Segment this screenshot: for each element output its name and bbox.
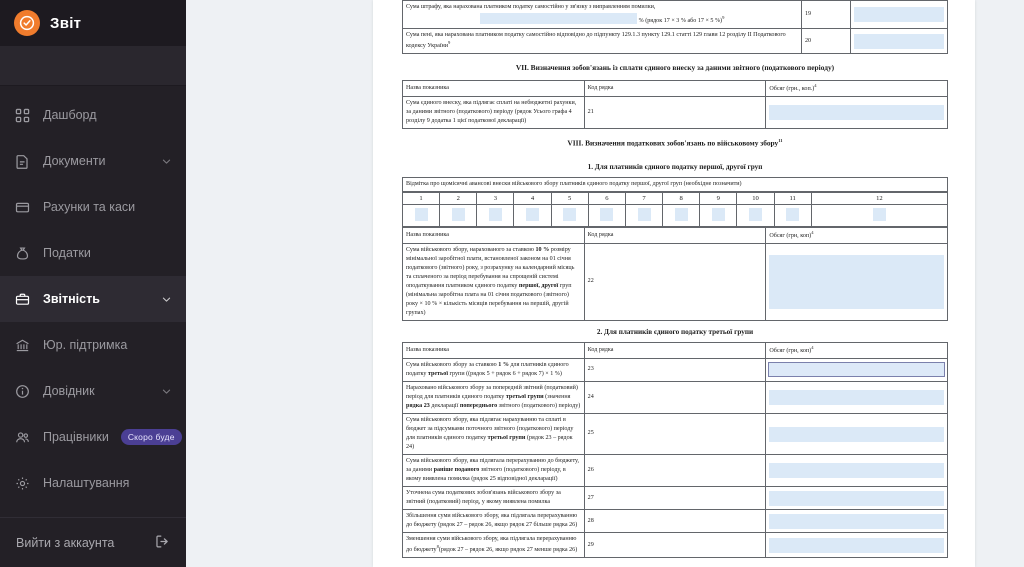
briefcase-icon [14,291,31,308]
row-19-amount-cell[interactable] [851,1,948,29]
row-21-amount-cell[interactable] [766,97,948,129]
row-22-amount-cell[interactable] [766,243,948,320]
header-indicator-name: Назва показника [403,342,585,358]
month-number: 12 [811,192,947,204]
row-23-amount-input[interactable] [768,362,945,377]
row-19-footnote-mark: 9 [722,14,725,20]
month-checkbox-cell[interactable] [551,204,588,226]
month-checkbox-cell[interactable] [700,204,737,226]
row-26-amount-cell[interactable] [766,455,948,487]
sidebar-item-label: Довідник [43,384,95,398]
sidebar-item-label: Налаштування [43,476,130,490]
month-checkbox-cell[interactable] [588,204,625,226]
row-22-name: Сума військового збору, нарахованого за ставкою 10 % розміру мінімальної заробітної плати, встановленої законом на 01 січня податкового (звітного) року, з розрахунку на календарний місяць та сплаченого за період перебування на спрощеній системі оподаткування платником єдиного податку першої, другої груп (мінімальна заробітна плата на 01 січня податкового (звітного) року × 10 % × кількість місяців перебування на першій, другій групах) [403,243,585,320]
row-28-code: 28 [584,510,766,533]
row-27-amount-cell[interactable] [766,487,948,510]
month-checkbox-cell[interactable] [440,204,477,226]
sidebar-item-label: Працівники [43,430,109,444]
month-checkbox-cell[interactable] [811,204,947,226]
workspace [186,0,1024,567]
sidebar-item-taxes[interactable] [0,230,186,276]
row-19-percent-input[interactable] [480,13,637,24]
table-row [403,29,948,54]
section-viii-title: VIII. Визначення податкових зобов'язань по військовому збору$^{11}$ [567,138,783,148]
header-row-code: Код рядка [584,81,766,97]
header-row-code: Код рядка [584,227,766,243]
row-23-amount-cell[interactable] [766,358,948,381]
month-8-checkbox[interactable] [675,208,688,221]
table-row [403,1,948,29]
row-29-name: Зменшення суми військового збору, яка підлягала перерахуванню до бюджету$^8$(рядок 27 – рядок 26, якщо рядок 27 менше рядка 26) [403,533,585,558]
sidebar-item-label: Документи [43,154,106,168]
month-number: 1 [403,192,440,204]
month-checkbox-cell[interactable] [774,204,811,226]
row-22-amount-input[interactable] [769,255,944,309]
sidebar-item-documents[interactable] [0,138,186,184]
sidebar-logo[interactable] [0,0,186,46]
row-19-formula: % (рядок 17 × 3 % або 17 × 5 %) [638,18,723,25]
table-row [403,510,948,533]
status-badge-coming-soon: Скоро буде [121,429,182,445]
table-row [403,533,948,558]
table-section-viii-part2 [402,342,948,558]
month-1-checkbox[interactable] [415,208,428,221]
sidebar-item-dashboard[interactable] [0,92,186,138]
sidebar-item-label: Звітність [43,292,100,306]
row-20-code: 20 [802,29,851,54]
sidebar-item-label: Податки [43,246,91,260]
row-19-code: 19 [802,1,851,29]
logo-label: Звіт [50,14,82,32]
table-row [403,487,948,510]
row-23-code: 23 [584,358,766,381]
row-24-code: 24 [584,381,766,413]
row-21-name: Сума єдиного внеску, яка підлягає сплаті на небюджетні рахунки, за даними звітного (податкового) періоду (рядок Усього графа 4 розділу 9 додатка 1 цієї податкової декларації) [403,97,585,129]
row-27-amount-input[interactable] [769,491,944,506]
months-checkbox-row [403,204,948,226]
row-29-footnote-mark: 8 [436,544,439,550]
section-vii-title: VII. Визначення зобов'язань із сплати єдиного внеску за даними звітного (податкового періоду) [515,63,835,73]
row-28-amount-cell[interactable] [766,510,948,533]
row-28-amount-input[interactable] [769,514,944,529]
bank-icon [14,337,31,354]
table-row [403,243,948,320]
months-note-row [403,177,948,191]
months-number-row [403,192,948,204]
grid-icon [14,107,31,124]
month-number: 2 [440,192,477,204]
table-row [403,358,948,381]
table-row [403,381,948,413]
table-row [403,455,948,487]
month-checkbox-cell[interactable] [737,204,774,226]
header-indicator-name: Назва показника [403,81,585,97]
row-27-name: Уточнена сума податкових зобов'язань військового збору за звітний (податковий) період, у якому виявлена помилка [403,487,585,510]
row-23-name: Сума військового збору за ставкою 1 % для платників єдиного податку третьої групи ((рядок 5 + рядок 6 + рядок 7) × 1 %) [403,358,585,381]
logo-check-circle-icon [14,10,40,36]
row-25-amount-input[interactable] [769,427,944,442]
month-number: 10 [737,192,774,204]
month-number: 6 [588,192,625,204]
month-7-checkbox[interactable] [638,208,651,221]
document-icon [14,153,31,170]
row-29-amount-cell[interactable] [766,533,948,558]
row-22-code: 22 [584,243,766,320]
month-checkbox-cell[interactable] [477,204,514,226]
row-20-amount-input[interactable] [854,34,944,49]
sidebar-item-label: Дашборд [43,108,97,122]
months-note: Відмітка про щомісячні авансові внески військового збору платників єдиного податку першої, другої груп (необхідне позначити) [403,177,948,191]
row-21-amount-input[interactable] [769,105,944,120]
month-11-checkbox[interactable] [786,208,799,221]
month-checkbox-cell[interactable] [625,204,662,226]
row-24-amount-cell[interactable] [766,381,948,413]
row-20-footnote-mark: 9 [448,40,451,46]
chevron-down-icon [161,386,172,397]
header-amount: Обсяг (грн, коп)$^4$ [766,342,948,358]
month-6-checkbox[interactable] [600,208,613,221]
table-row-22 [402,227,948,321]
row-27-code: 27 [584,487,766,510]
month-5-checkbox[interactable] [563,208,576,221]
sidebar-item-settings[interactable] [0,460,186,506]
header-indicator-name: Назва показника [403,227,585,243]
sidebar-item-directory[interactable] [0,368,186,414]
tax-declaration-document [373,0,975,558]
sidebar-item-employees[interactable] [0,414,186,460]
table-section-viii-part1 [402,177,948,192]
people-icon [14,429,31,446]
sidebar-company-selector[interactable] [0,46,186,86]
row-29-amount-input[interactable] [769,538,944,553]
table-header-row [403,227,948,243]
row-25-name: Сума військового збору, яка підлягає нарахуванню та сплаті в бюджет за підсумками поточного звітного (податкового) періоду для платників єдиного податку третьої групи (рядок 23 – рядок 24) [403,413,585,454]
row-20-name: Сума пені, яка нарахована платником податку самостійно відповідно до підпункту 129.1.3 пункту 129.1 статті 129 глави 12 розділу II Податкового кодексу України$^9$ [403,29,802,54]
months-grid [402,192,948,227]
row-19-amount-input[interactable] [854,7,944,22]
month-2-checkbox[interactable] [452,208,465,221]
month-checkbox-cell[interactable] [514,204,551,226]
sidebar-item-reporting[interactable] [0,276,186,322]
month-number: 5 [551,192,588,204]
gear-icon [14,475,31,492]
wallet-icon [14,199,31,216]
month-number: 3 [477,192,514,204]
month-number: 11 [774,192,811,204]
month-4-checkbox[interactable] [526,208,539,221]
section-viii-part2-title: 2. Для платників єдиного податку третьої групи [596,327,754,336]
month-10-checkbox[interactable] [749,208,762,221]
month-checkbox-cell[interactable] [403,204,440,226]
month-checkbox-cell[interactable] [663,204,700,226]
logout-icon [155,534,170,552]
row-25-code: 25 [584,413,766,454]
row-28-name: Збільшення суми військового збору, яка підлягала перерахуванню до бюджету (рядок 27 – рядок 26, якщо рядок 27 більше рядка 26) [403,510,585,533]
sidebar-item-legal-support[interactable] [0,322,186,368]
header-amount: Обсяг (грн, коп)$^4$ [766,227,948,243]
row-26-code: 26 [584,455,766,487]
month-number: 4 [514,192,551,204]
sidebar-item-label: Рахунки та каси [43,200,136,214]
row-25-amount-cell[interactable] [766,413,948,454]
month-number: 9 [700,192,737,204]
row-21-code: 21 [584,97,766,129]
row-26-amount-input[interactable] [769,463,944,478]
sidebar-item-label: Юр. підтримка [43,338,128,352]
table-section-vii [402,80,948,129]
table-header-row [403,81,948,97]
sidebar-nav [0,86,186,517]
table-row [403,97,948,129]
row-26-name: Сума військового збору, яка підлягала перерахуванню до бюджету, за даними раніше поданого звітного (податкового) періоду, в якому виявлена помилка (рядок 25 відповідної декларації) [403,455,585,487]
header-amount: Обсяг (грн., коп.)$^4$ [766,81,948,97]
document-page [373,0,975,567]
month-12-checkbox[interactable] [873,208,886,221]
month-3-checkbox[interactable] [489,208,502,221]
month-number: 8 [663,192,700,204]
info-icon [14,383,31,400]
row-24-amount-input[interactable] [769,390,944,405]
logout-label: Вийти з аккаунта [16,535,115,550]
chevron-down-icon [161,156,172,167]
moneybag-icon [14,245,31,262]
row-19-name: Сума штрафу, яка нарахована платником податку самостійно у зв'язку з виправленням помилки, % (рядок 17 × 3 % або 17 × 5 %)$^9$ [403,1,802,29]
header-row-code: Код рядка [584,342,766,358]
section-viii-part1-title: 1. Для платників єдиного податку першої, другої груп [587,162,763,171]
chevron-down-icon [161,294,172,305]
table-rows-19-20 [402,0,948,54]
table-header-row [403,342,948,358]
logout-button[interactable] [0,517,186,567]
month-9-checkbox[interactable] [712,208,725,221]
row-29-code: 29 [584,533,766,558]
row-20-amount-cell[interactable] [851,29,948,54]
row-24-name: Нараховано військового збору за попередній звітний (податковий) період для платників єдиного податку третьої групи (значення рядка 23 декларації попереднього звітного (податкового) періоду) [403,381,585,413]
month-number: 7 [625,192,662,204]
sidebar-item-accounts-and-cash[interactable] [0,184,186,230]
sidebar [0,0,186,567]
table-row [403,413,948,454]
